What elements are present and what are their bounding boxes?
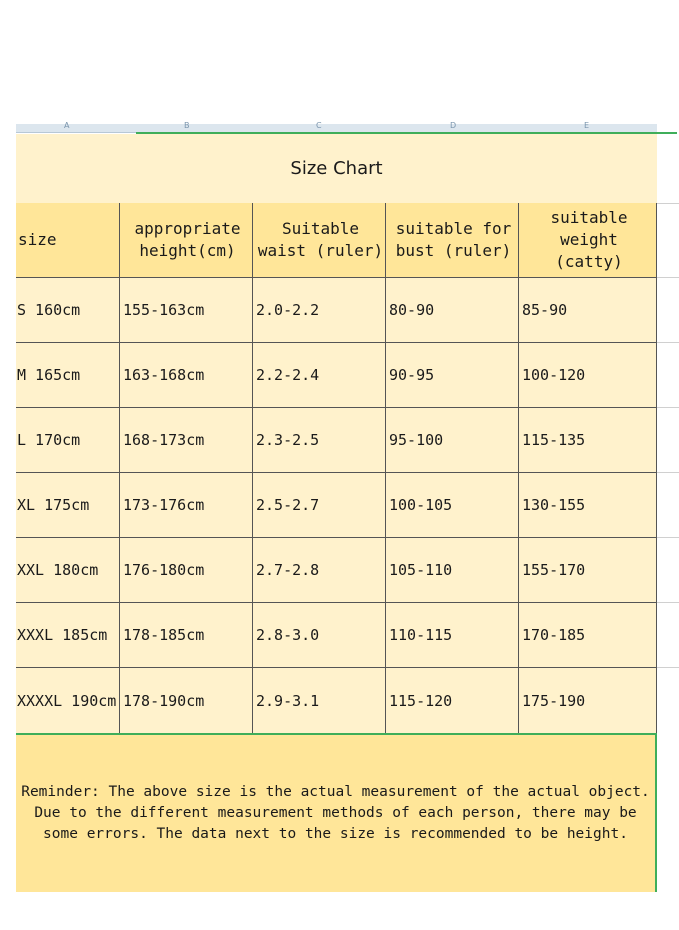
bust-cell[interactable]: 80-90	[386, 278, 519, 342]
waist-cell[interactable]: 2.3-2.5	[253, 408, 386, 472]
weight-cell[interactable]: 100-120	[519, 343, 657, 407]
bust-cell[interactable]: 90-95	[386, 343, 519, 407]
bust-cell[interactable]: 115-120	[386, 668, 519, 733]
header-cell-waist[interactable]: Suitable waist (ruler)	[253, 203, 386, 277]
table-row	[16, 343, 657, 408]
height-cell[interactable]: 176-180cm	[120, 538, 253, 602]
column-letter[interactable]: D	[450, 121, 457, 130]
height-cell[interactable]: 178-190cm	[120, 668, 253, 733]
height-cell[interactable]: 178-185cm	[120, 603, 253, 667]
bust-cell[interactable]: 100-105	[386, 473, 519, 537]
reminder-note[interactable]: Reminder: The above size is the actual measurement of the actual object. Due to the different measurement methods of each person, there may be some errors. The data next to the size is recommended to be height.	[16, 733, 657, 892]
weight-cell[interactable]: 170-185	[519, 603, 657, 667]
size-cell[interactable]: XXXL 185cm	[16, 603, 120, 667]
header-cell-bust[interactable]: suitable for bust (ruler)	[386, 203, 519, 277]
waist-cell[interactable]: 2.5-2.7	[253, 473, 386, 537]
size-cell[interactable]: XXXXL 190cm	[16, 668, 120, 733]
waist-cell[interactable]: 2.2-2.4	[253, 343, 386, 407]
table-row	[16, 473, 657, 538]
weight-cell[interactable]: 155-170	[519, 538, 657, 602]
waist-cell[interactable]: 2.0-2.2	[253, 278, 386, 342]
size-cell[interactable]: XL 175cm	[16, 473, 120, 537]
column-letter[interactable]: A	[64, 121, 70, 130]
header-cell-weight[interactable]: suitable weight (catty)	[519, 203, 657, 277]
weight-cell[interactable]: 130-155	[519, 473, 657, 537]
waist-cell[interactable]: 2.8-3.0	[253, 603, 386, 667]
size-cell[interactable]: M 165cm	[16, 343, 120, 407]
bust-cell[interactable]: 95-100	[386, 408, 519, 472]
size-table	[16, 134, 657, 733]
height-cell[interactable]: 155-163cm	[120, 278, 253, 342]
weight-cell[interactable]: 115-135	[519, 408, 657, 472]
bust-cell[interactable]: 105-110	[386, 538, 519, 602]
size-cell[interactable]: S 160cm	[16, 278, 120, 342]
size-cell[interactable]: L 170cm	[16, 408, 120, 472]
weight-cell[interactable]: 85-90	[519, 278, 657, 342]
height-cell[interactable]: 163-168cm	[120, 343, 253, 407]
table-title[interactable]: Size Chart	[16, 134, 657, 204]
table-row	[16, 668, 657, 733]
waist-cell[interactable]: 2.9-3.1	[253, 668, 386, 733]
height-cell[interactable]: 168-173cm	[120, 408, 253, 472]
column-letter[interactable]: B	[184, 121, 190, 130]
height-cell[interactable]: 173-176cm	[120, 473, 253, 537]
table-row	[16, 278, 657, 343]
bust-cell[interactable]: 110-115	[386, 603, 519, 667]
table-row	[16, 538, 657, 603]
table-row	[16, 603, 657, 668]
size-cell[interactable]: XXL 180cm	[16, 538, 120, 602]
waist-cell[interactable]: 2.7-2.8	[253, 538, 386, 602]
empty-column-gridlines	[657, 134, 679, 733]
header-cell-size[interactable]: size	[16, 203, 120, 277]
weight-cell[interactable]: 175-190	[519, 668, 657, 733]
header-cell-height[interactable]: appropriate height(cm)	[120, 203, 253, 277]
column-letter[interactable]: C	[316, 121, 322, 130]
header-row	[16, 203, 657, 278]
size-chart-sheet	[16, 121, 679, 892]
table-row	[16, 408, 657, 473]
column-letter[interactable]: E	[584, 121, 590, 130]
